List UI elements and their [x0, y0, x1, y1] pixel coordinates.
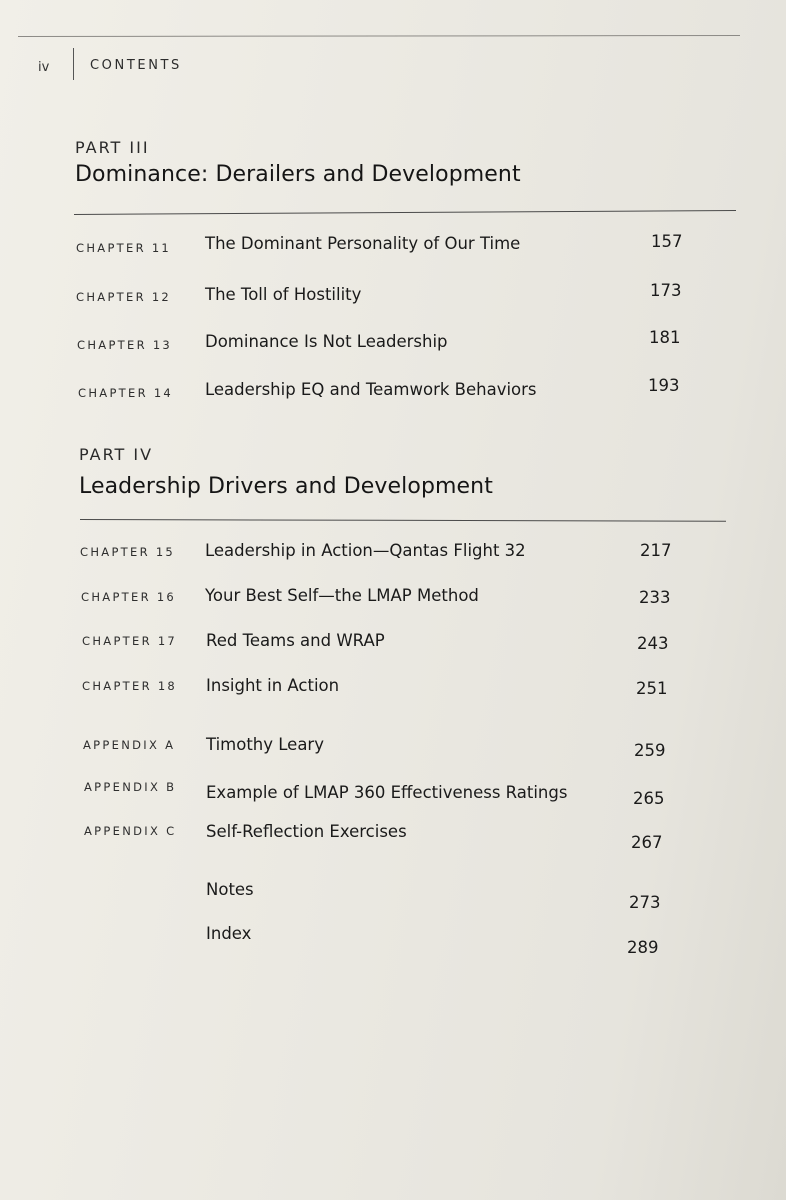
- chapter-title: Your Best Self—the LMAP Method: [205, 586, 479, 605]
- part-label: PART III: [75, 138, 150, 157]
- page-number: iv: [38, 60, 50, 75]
- chapter-page: 173: [650, 281, 682, 300]
- chapter-page: 217: [640, 541, 672, 560]
- chapter-label: CHAPTER 12: [76, 290, 172, 304]
- chapter-label: CHAPTER 16: [81, 590, 177, 604]
- appendix-page: 267: [631, 833, 663, 852]
- chapter-label: CHAPTER 13: [77, 338, 173, 352]
- appendix-label: APPENDIX A: [83, 738, 176, 752]
- toc-entry[interactable]: [0, 735, 786, 761]
- toc-entry[interactable]: [0, 282, 786, 308]
- appendix-label: APPENDIX B: [84, 780, 177, 794]
- toc-entry[interactable]: [0, 778, 786, 808]
- chapter-label: CHAPTER 17: [82, 634, 178, 648]
- chapter-title: The Dominant Personality of Our Time: [205, 234, 521, 253]
- appendix-title: Self-Reflection Exercises: [206, 822, 407, 841]
- back-matter-title: Index: [206, 924, 252, 943]
- part-rule: [74, 210, 736, 215]
- back-matter-page: 273: [629, 893, 661, 912]
- header-rule: [18, 35, 740, 37]
- toc-entry[interactable]: [0, 631, 786, 657]
- toc-entry[interactable]: [0, 232, 786, 258]
- running-head: CONTENTS: [90, 58, 182, 73]
- chapter-title: Red Teams and WRAP: [206, 631, 385, 650]
- appendix-label: APPENDIX C: [84, 824, 177, 838]
- chapter-title: Insight in Action: [206, 676, 340, 695]
- part-title: Dominance: Derailers and Development: [75, 162, 521, 187]
- chapter-label: CHAPTER 18: [82, 679, 178, 693]
- appendix-title: Timothy Leary: [206, 735, 324, 754]
- chapter-label: CHAPTER 15: [80, 545, 176, 559]
- back-matter-title: Notes: [206, 880, 254, 899]
- appendix-page: 259: [634, 741, 666, 760]
- toc-entry[interactable]: [0, 330, 786, 356]
- part-title: Leadership Drivers and Development: [79, 474, 493, 499]
- toc-entry[interactable]: [0, 540, 786, 566]
- part-label: PART IV: [79, 445, 154, 464]
- chapter-label: CHAPTER 14: [78, 386, 174, 400]
- chapter-page: 181: [649, 328, 681, 347]
- header-divider: [73, 48, 74, 80]
- chapter-label: CHAPTER 11: [76, 241, 172, 255]
- appendix-page: 265: [633, 789, 665, 808]
- toc-entry[interactable]: [0, 586, 786, 612]
- chapter-page: 193: [648, 376, 680, 395]
- chapter-page: 243: [637, 634, 669, 653]
- chapter-title: The Toll of Hostility: [205, 285, 362, 304]
- chapter-title: Leadership in Action—Qantas Flight 32: [205, 541, 526, 560]
- toc-entry[interactable]: [0, 924, 786, 957]
- chapter-title: Leadership EQ and Teamwork Behaviors: [205, 380, 537, 399]
- back-matter-page: 289: [627, 938, 659, 957]
- toc-entry[interactable]: [0, 378, 786, 404]
- chapter-page: 157: [651, 232, 683, 251]
- toc-entry[interactable]: [0, 880, 786, 912]
- chapter-page: 251: [636, 679, 668, 698]
- toc-entry[interactable]: [0, 676, 786, 702]
- chapter-title: Dominance Is Not Leadership: [205, 332, 448, 351]
- part-rule: [80, 519, 726, 522]
- chapter-page: 233: [639, 588, 671, 607]
- appendix-title: Example of LMAP 360 Effectiveness Ratings: [206, 783, 568, 802]
- toc-entry[interactable]: [0, 822, 786, 852]
